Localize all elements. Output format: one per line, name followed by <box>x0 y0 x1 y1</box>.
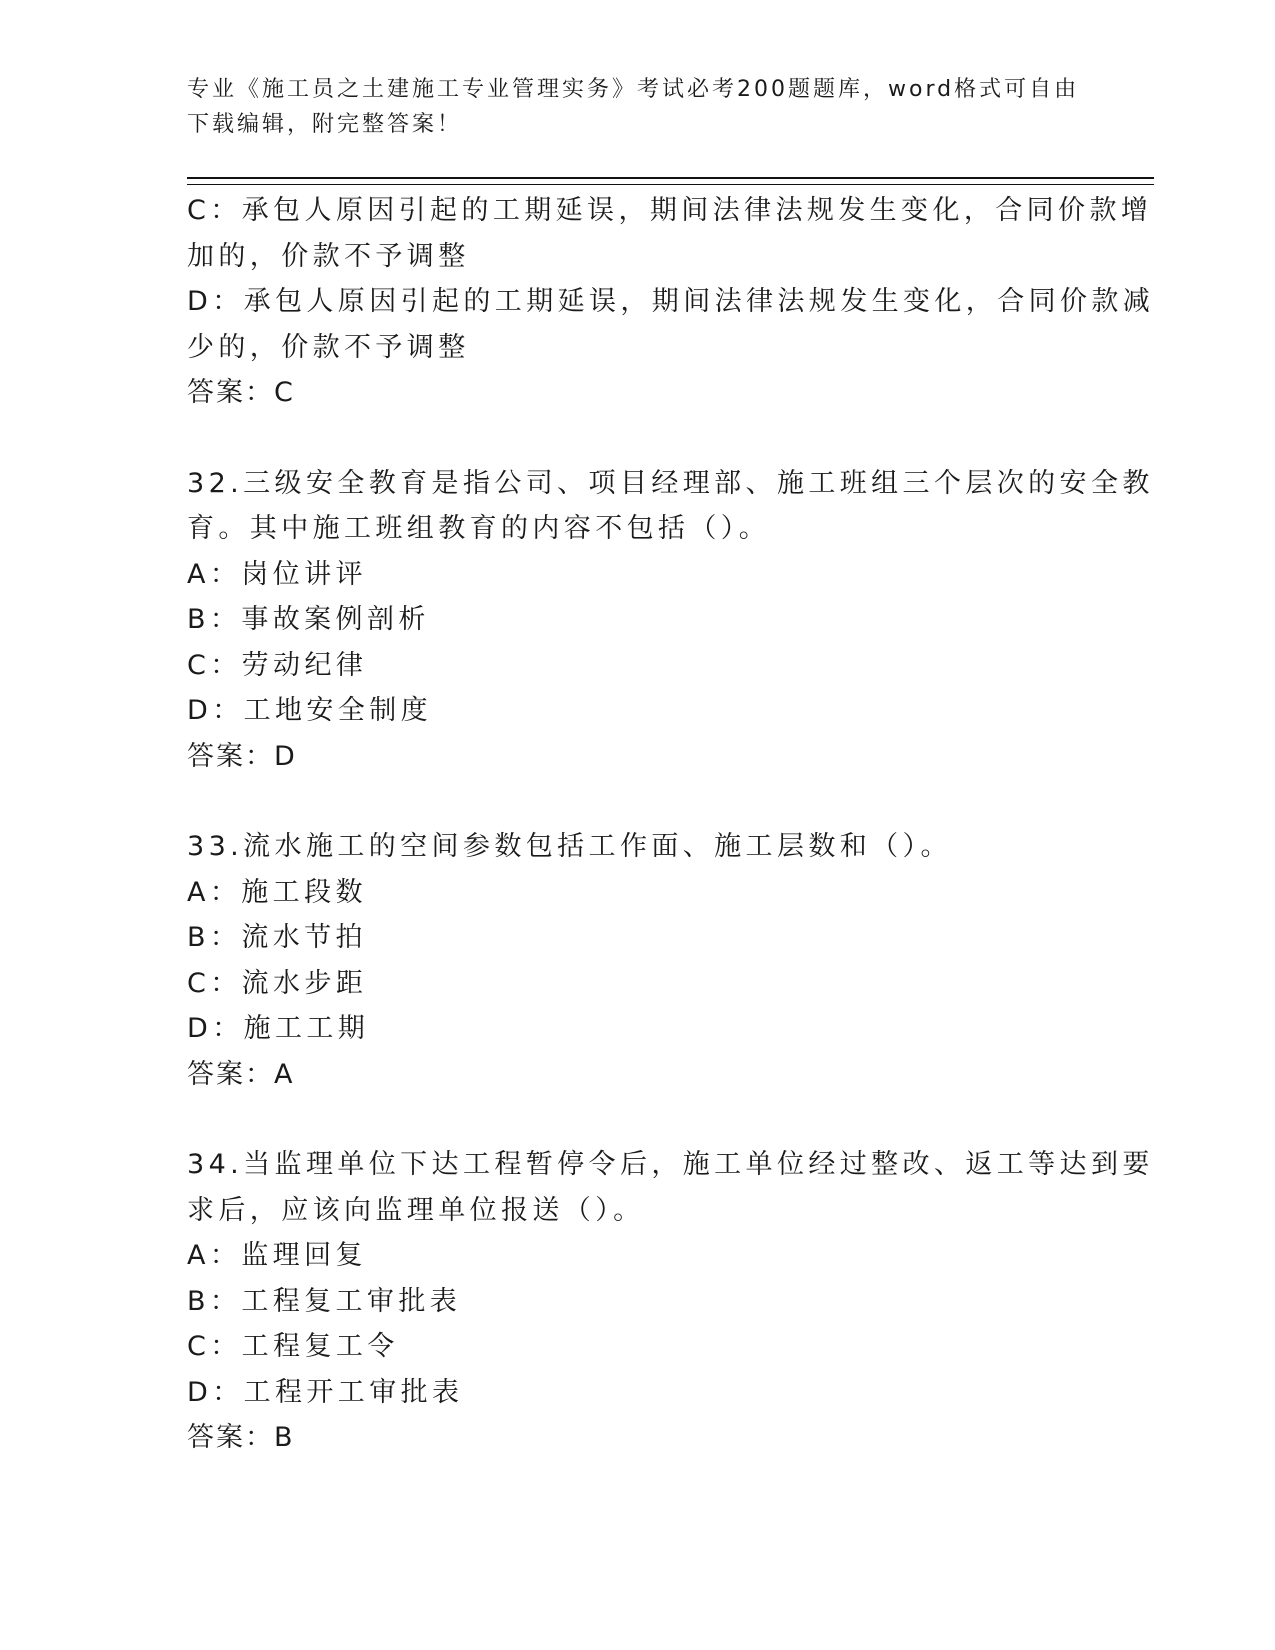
answer-line: 答案：C <box>187 377 295 408</box>
option-d: D：工程开工审批表 <box>187 1376 464 1408</box>
question-34 <box>187 1142 1154 1461</box>
document-header <box>187 72 1080 142</box>
option-b: B：流水节拍 <box>187 922 367 953</box>
option-a: A：岗位讲评 <box>187 558 367 590</box>
answer-line: 答案：A <box>187 1058 295 1090</box>
question-stem: 32.三级安全教育是指公司、项目经理部、施工班组三个层次的安全教 <box>187 467 1154 499</box>
question-stem: 33.流水施工的空间参数包括工作面、施工层数和（）。 <box>187 831 952 862</box>
header-line: 下载编辑，附完整答案！ <box>187 112 463 137</box>
option-text: 加的，价款不予调整 <box>187 240 470 272</box>
option-text: D：承包人原因引起的工期延误，期间法律法规发生变化，合同价款减 <box>187 286 1155 317</box>
answer-line: 答案：B <box>187 1422 295 1453</box>
header-divider <box>187 184 1154 185</box>
spacer <box>187 779 1087 824</box>
spacer <box>187 416 1087 461</box>
spacer <box>187 1097 1087 1142</box>
option-c <box>187 188 1153 279</box>
header-line: 专业《施工员之土建施工专业管理实务》考试必考200题题库，word格式可自由 <box>187 77 1080 102</box>
option-a: A：施工段数 <box>187 876 367 908</box>
option-c: C：劳动纪律 <box>187 649 368 681</box>
header-divider <box>187 177 1154 179</box>
option-b: B：工程复工审批表 <box>187 1285 462 1317</box>
option-d: D：工地安全制度 <box>187 695 432 726</box>
question-32 <box>187 461 1154 780</box>
option-c: C：流水步距 <box>187 967 368 999</box>
question-stem: 求后，应该向监理单位报送（）。 <box>187 1194 645 1226</box>
question-stem: 育。其中施工班组教育的内容不包括（）。 <box>187 513 771 544</box>
option-c: C：工程复工令 <box>187 1331 399 1362</box>
option-a: A：监理回复 <box>187 1240 367 1271</box>
answer-line: 答案：D <box>187 740 297 772</box>
question-list <box>187 188 1155 1461</box>
option-text: 少的，价款不予调整 <box>187 331 470 363</box>
option-d: D：施工工期 <box>187 1013 370 1044</box>
question-continued <box>187 188 1155 416</box>
option-d <box>187 279 1155 370</box>
option-b: B：事故案例剖析 <box>187 604 430 635</box>
question-33 <box>187 824 1087 1097</box>
question-stem: 34.当监理单位下达工程暂停令后，施工单位经过整改、返工等达到要 <box>187 1149 1154 1180</box>
option-text: C：承包人原因引起的工期延误，期间法律法规发生变化，合同价款增 <box>187 195 1153 226</box>
